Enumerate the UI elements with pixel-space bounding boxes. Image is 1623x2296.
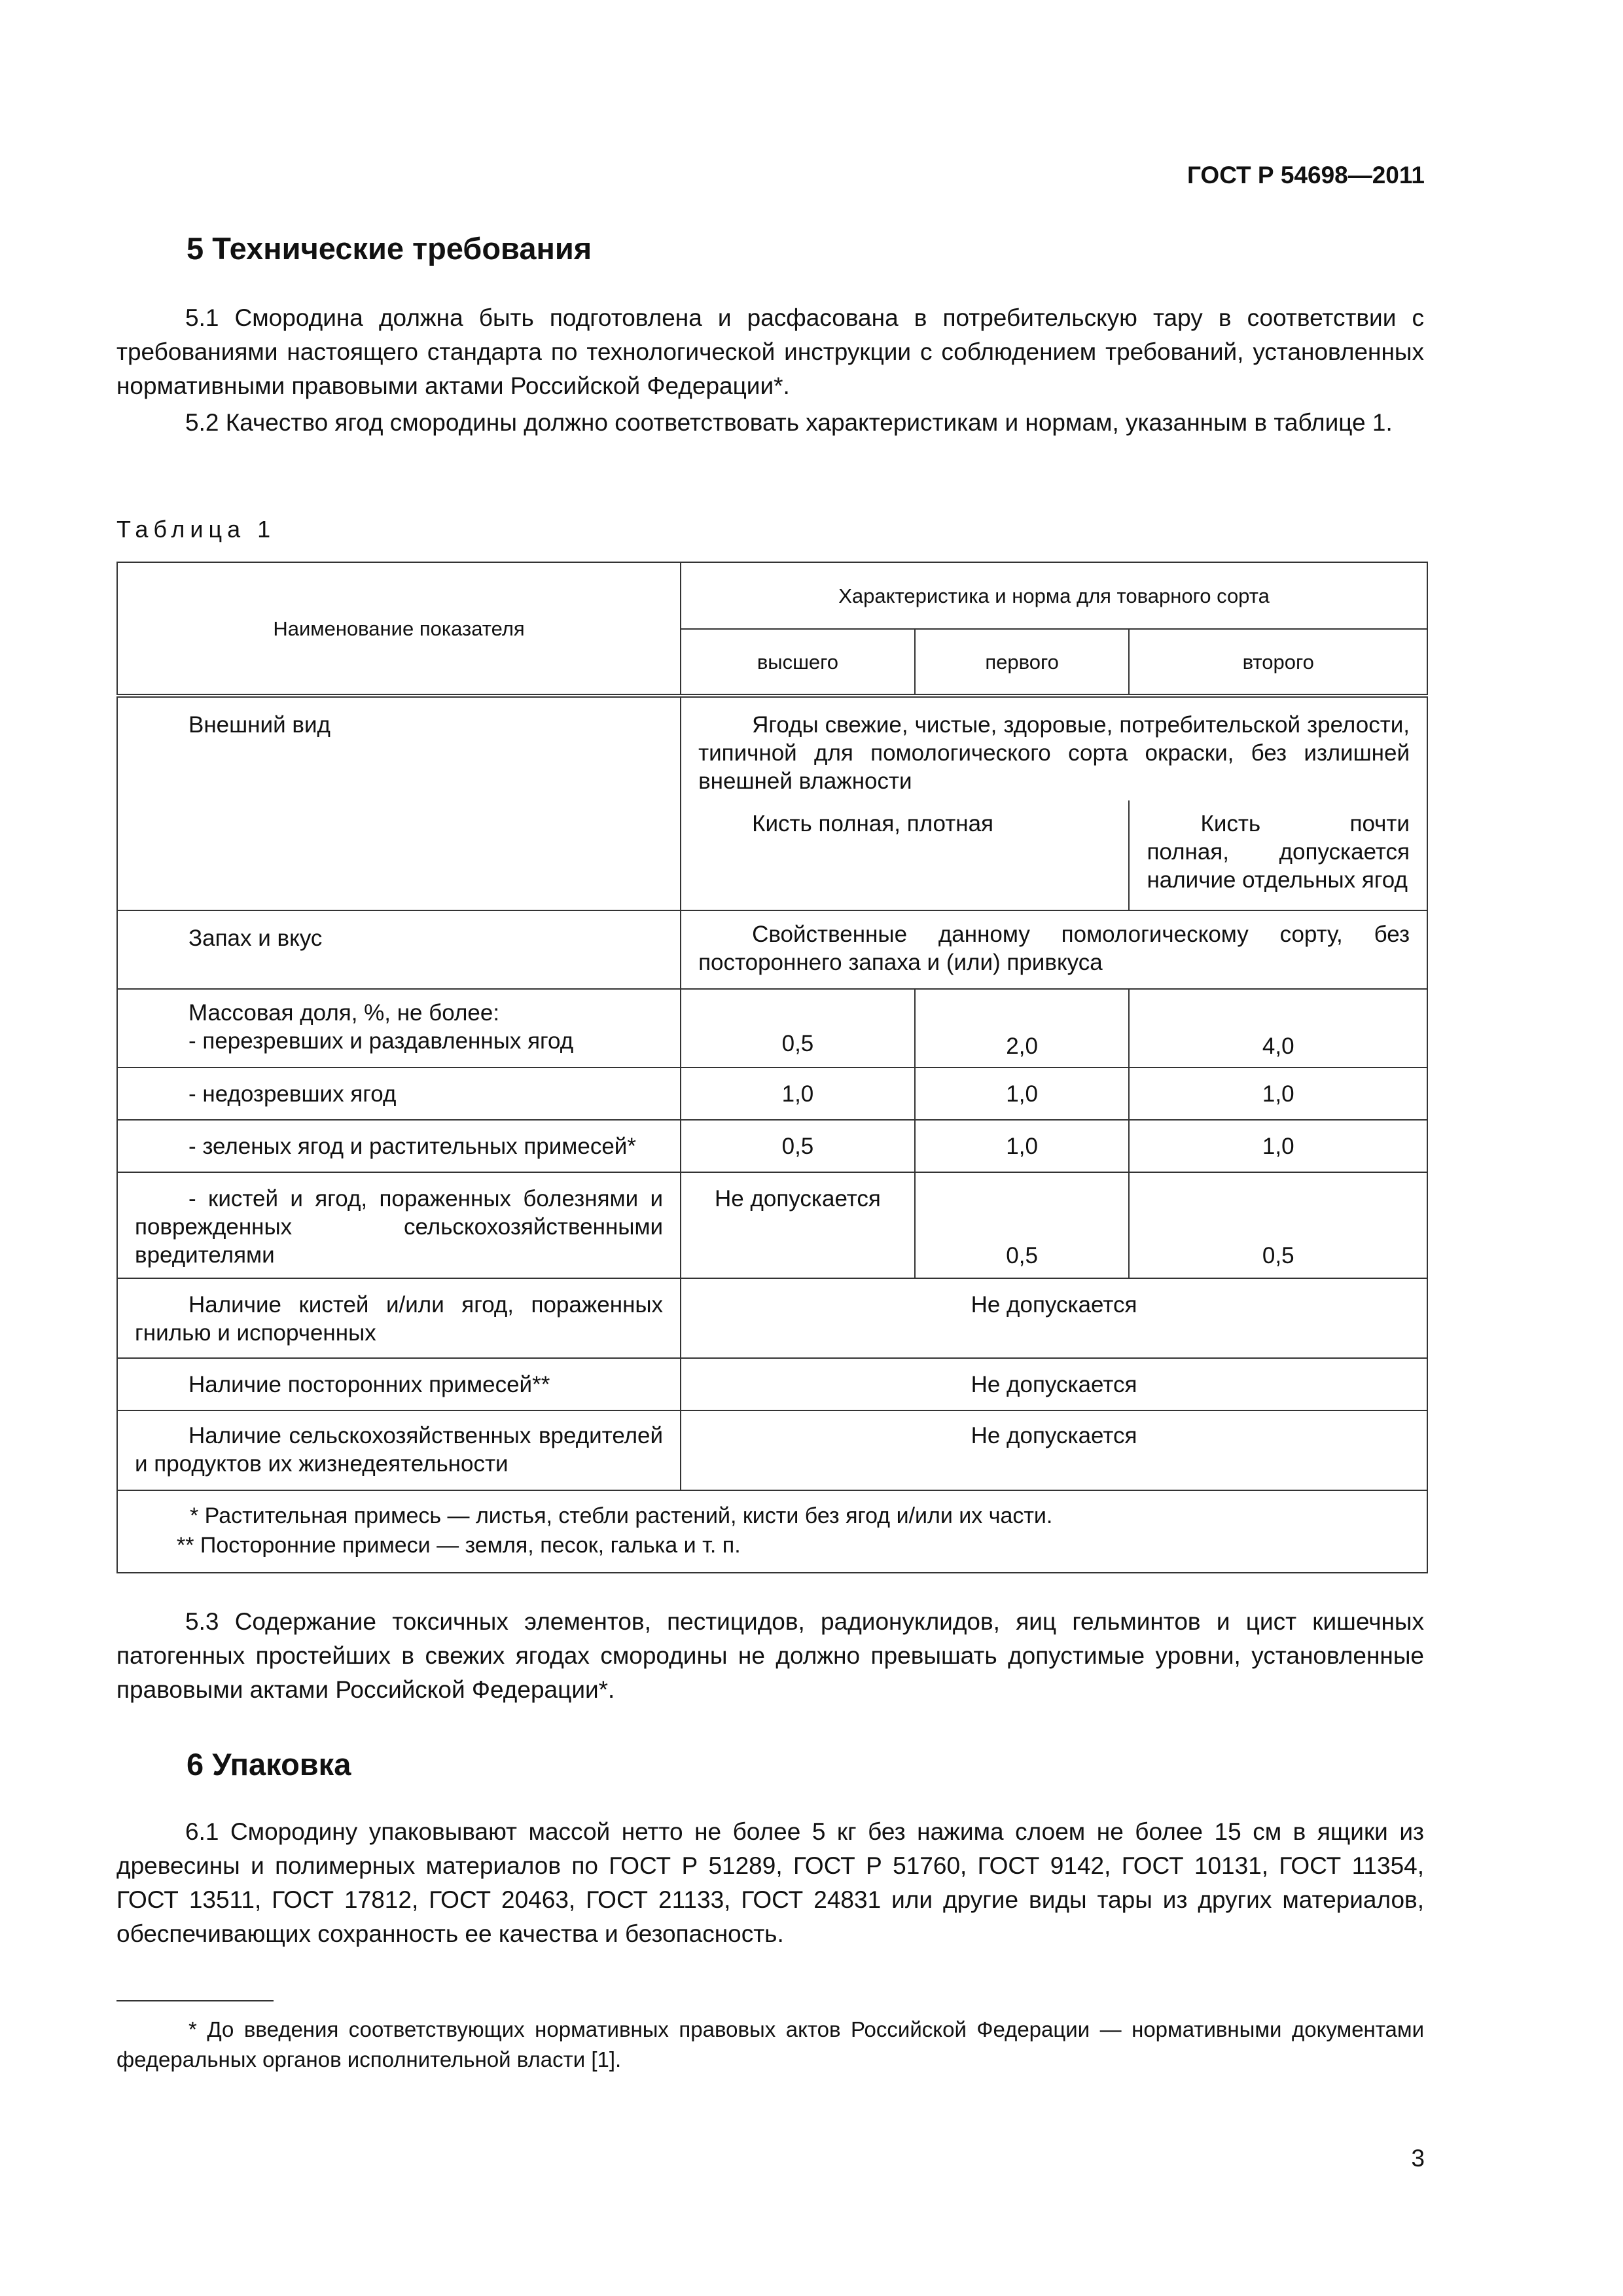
row-rot-value: Не допускается	[681, 1278, 1427, 1358]
page-footnote: * До введения соответствующих нормативных правовых актов Российской Федерации — нормативными документами федеральных органов исполнительной власти [1].	[116, 2017, 1424, 2072]
row-pests-value: Не допускается	[681, 1410, 1427, 1490]
table-footnotes	[117, 1490, 1427, 1573]
section-6-title: 6 Упаковка	[187, 1747, 351, 1782]
mass-unripe-label: - недозревших ягод	[117, 1067, 681, 1120]
row-foreign-value: Не допускается	[681, 1358, 1427, 1410]
row-rot-label: Наличие кистей и/или ягод, пораженных гнилью и испорченных	[117, 1278, 681, 1358]
header-grade-second: второго	[1129, 629, 1427, 696]
header-indicator: Наименование показателя	[117, 562, 681, 696]
table-footnote-2: ** Посторонние примеси — земля, песок, галька и т. п.	[177, 1533, 741, 1558]
paragraph-5-3-block	[116, 1605, 1424, 1707]
mass-green-first: 1,0	[915, 1120, 1130, 1172]
row-mass-overripe-label	[117, 989, 681, 1067]
page-number: 3	[1411, 2145, 1425, 2172]
header-grade-first: первого	[915, 629, 1130, 696]
quality-table	[116, 562, 1428, 1573]
mass-overripe-high: 0,5	[681, 989, 915, 1067]
page-footnote-block	[116, 2015, 1424, 2075]
row-appearance-label: Внешний вид	[117, 696, 681, 910]
row-smell-label: Запах и вкус	[117, 910, 681, 989]
paragraph-5-1: 5.1 Смородина должна быть подготовлена и расфасована в потребительскую тару в соответствии с требованиями настоящего стандарта по технологической инструкции с соблюдением требований, установленных нормативными правовыми актами Российской Федерации*.	[116, 304, 1424, 399]
mass-unripe-high: 1,0	[681, 1067, 915, 1120]
paragraph-5-3: 5.3 Содержание токсичных элементов, пестицидов, радионуклидов, яиц гельминтов и цист кишечных патогенных простейших в свежих ягодах смородины не должно превышать допустимые уровни, установленные правовыми актами Российской Федерации*.	[116, 1608, 1424, 1703]
mass-header: Массовая доля, %, не более:	[188, 1000, 500, 1026]
mass-green-high: 0,5	[681, 1120, 915, 1172]
row-appearance-common: Ягоды свежие, чистые, здоровые, потребительской зрелости, типичной для помологического сорта окраски, без излишней внешней влажности	[681, 696, 1427, 800]
mass-overripe-label: - перезревших и раздавленных ягод	[188, 1028, 574, 1054]
mass-diseased-label: - кистей и ягод, пораженных болезнями и поврежденных сельскохозяйственными вредителями	[117, 1172, 681, 1278]
header-grade-group: Характеристика и норма для товарного сорта	[681, 562, 1427, 629]
mass-diseased-high: Не допускается	[681, 1172, 915, 1278]
row-appearance-bunch-high-first: Кисть полная, плотная	[681, 800, 1129, 910]
mass-unripe-first: 1,0	[915, 1067, 1130, 1120]
table-caption: Таблица 1	[116, 516, 276, 543]
mass-overripe-second: 4,0	[1129, 989, 1427, 1067]
table-footnote-1: * Растительная примесь — листья, стебли растений, кисти без ягод и/или их части.	[190, 1503, 1053, 1528]
row-smell-value: Свойственные данному помологическому сорту, без постороннего запаха и (или) привкуса	[681, 910, 1427, 989]
paragraph-6-1: 6.1 Смородину упаковывают массой нетто не более 5 кг без нажима слоем не более 15 см в ящики из древесины и полимерных материалов по ГОСТ Р 51289, ГОСТ Р 51760, ГОСТ 9142, ГОСТ 10131, ГОСТ 11354, ГОСТ 13511, ГОСТ 17812, ГОСТ 20463, ГОСТ 21133, ГОСТ 24831 или другие виды тары из других материалов, обеспечивающих сохранность ее качества и безопасность.	[116, 1818, 1424, 1947]
row-foreign-label: Наличие посторонних примесей**	[117, 1358, 681, 1410]
mass-overripe-first: 2,0	[915, 989, 1130, 1067]
section-5-text	[116, 301, 1424, 440]
mass-diseased-second: 0,5	[1129, 1172, 1427, 1278]
mass-diseased-first: 0,5	[915, 1172, 1130, 1278]
section-5-title: 5 Технические требования	[187, 231, 592, 266]
header-grade-high: высшего	[681, 629, 915, 696]
mass-unripe-second: 1,0	[1129, 1067, 1427, 1120]
footnote-separator	[116, 2000, 274, 2001]
mass-green-second: 1,0	[1129, 1120, 1427, 1172]
section-6-text	[116, 1815, 1424, 1951]
paragraph-5-2: 5.2 Качество ягод смородины должно соответствовать характеристикам и нормам, указанным в таблице 1.	[185, 409, 1393, 436]
row-pests-label: Наличие сельскохозяйственных вредителей и продуктов их жизнедеятельности	[117, 1410, 681, 1490]
document-code: ГОСТ Р 54698—2011	[1186, 162, 1425, 188]
mass-green-label: - зеленых ягод и растительных примесей*	[117, 1120, 681, 1172]
row-appearance-bunch-second: Кисть почти полная, допускается наличие отдельных ягод	[1129, 800, 1427, 910]
